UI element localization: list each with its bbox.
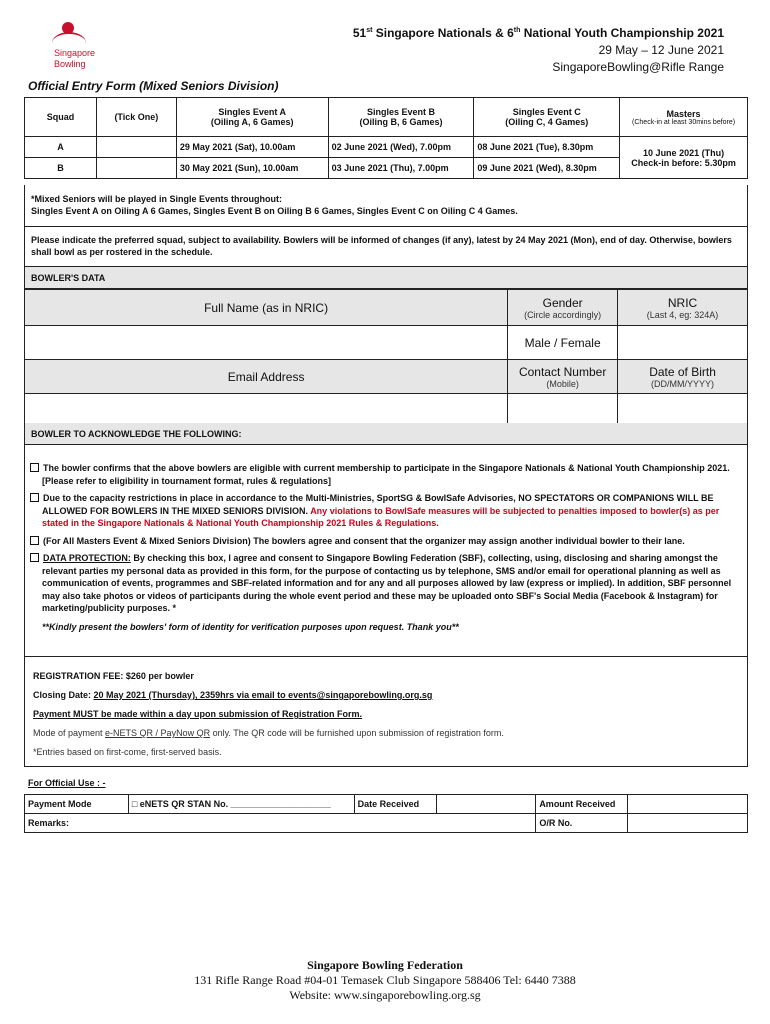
tick-header: (Tick One) [96,98,176,137]
bowler-data-table [24,289,748,424]
list-item: The bowler confirms that the above bowlers are eligible with current membership to participate in the Singapore Nationals & National Youth Championship 2021. [Please refer to eligibility in tournament format, rules & regulations] [30,462,744,487]
registration-section [24,657,748,767]
schedule-table [24,97,748,179]
event-c-header: Singles Event C (Oiling C, 4 Games) [474,98,620,137]
event-a-squad-b: 30 May 2021 (Sun), 10.00am [176,158,328,179]
tick-cell-a[interactable] [96,137,176,158]
dob-field[interactable] [618,394,748,424]
event-title: 51st Singapore Nationals & 6th National Youth Championship 2021 [352,26,724,40]
logo-text: Singapore Bowling [54,48,96,69]
list-item: (For All Masters Event & Mixed Seniors Division) The bowlers agree and consent that the organizer may assign another individual bowler to their lane. [30,535,744,548]
or-no-label: O/R No. [536,814,628,833]
contact-header: Contact Number (Mobile) [508,360,618,394]
event-venue: SingaporeBowling@Rifle Range [552,60,724,74]
amount-received-label: Amount Received [536,795,628,814]
registration-fee: REGISTRATION FEE: $260 per bowler [33,671,194,681]
list-item: DATA PROTECTION: By checking this box, I agree and consent to Singapore Bowling Federation (SBF), collecting, using, disclosing and sharing amongst the relevant parties my personal data as provided in this form, for the purpose of contacting us by telephone, SMS and/or email for operational planning as well as communication of events, programmes and SBF-related information and for any and all purposes allowed by law (express or implied). In addition, SBF personnel may also take photos or videos of participants during the whole event period and these may be uploaded onto SBF's Social Media (Facebook & Instagram) for marketing/publicity purposes. * [30,552,744,615]
squad-a: A [25,137,97,158]
payment-mode-note: Mode of payment e-NETS QR / PayNow QR only. The QR code will be furnished upon submission of registration form. [33,728,504,738]
event-b-squad-b: 03 June 2021 (Thu), 7.00pm [328,158,474,179]
masters-header: Masters (Check-in at least 30mins before) [620,98,748,137]
event-header [353,26,724,74]
mixed-seniors-note: *Mixed Seniors will be played in Single Events throughout: Singles Event A on Oiling A 6 Games, Singles Event B on Oiling B 6 Games, Singles Event C on Oiling C 4 Games. [24,185,748,227]
footer [0,958,770,1003]
gender-field[interactable]: Male / Female [508,326,618,360]
identity-note: **Kindly present the bowlers' form of identity for verification purposes upon request. Thank you** [42,621,459,632]
full-name-header: Full Name (as in NRIC) [25,290,508,326]
footer-org: Singapore Bowling Federation [307,958,463,972]
date-received-field[interactable] [436,795,536,814]
contact-field[interactable] [508,394,618,424]
tick-cell-b[interactable] [96,158,176,179]
remarks-field[interactable]: Remarks: [25,814,536,833]
full-name-field[interactable] [25,326,508,360]
event-a-header: Singles Event A (Oiling A, 6 Games) [176,98,328,137]
dob-header: Date of Birth (DD/MM/YYYY) [618,360,748,394]
footer-address: 131 Rifle Range Road #04-01 Temasek Club Singapore 588406 Tel: 6440 7388 [194,973,576,987]
sbf-logo [38,22,108,74]
squad-b: B [25,158,97,179]
checkbox-icon[interactable] [30,463,39,472]
event-c-squad-b: 09 June 2021 (Wed), 8.30pm [474,158,620,179]
official-use-table [24,794,748,833]
list-item: Due to the capacity restrictions in place in accordance to the Multi-Ministries, SportSG & BowlSafe Advisories, NO SPECTATORS OR COMPANIONS WILL BE ALLOWED FOR BOWLERS IN THE MIXED SENIORS DIVISION. Any violations to BowlSafe measures will be subjected to penalties imposed to bowler(s) as per stated in the Singapore Nationals & National Youth Championship 2021 Rules & Regulations. [30,492,744,530]
nric-header: NRIC (Last 4, eg: 324A) [618,290,748,326]
checkbox-icon[interactable] [30,553,39,562]
gender-header: Gender (Circle accordingly) [508,290,618,326]
event-b-squad-a: 02 June 2021 (Wed), 7.00pm [328,137,474,158]
email-header: Email Address [25,360,508,394]
entries-note: *Entries based on first-come, first-served basis. [33,747,222,757]
payment-note: Payment MUST be made within a day upon submission of Registration Form. [33,709,363,719]
event-b-header: Singles Event B (Oiling B, 6 Games) [328,98,474,137]
table-row [25,137,748,158]
payment-mode-label: Payment Mode [25,795,129,814]
or-no-field[interactable] [628,814,748,833]
form-title: Official Entry Form (Mixed Seniors Division) [28,79,279,93]
event-a-squad-a: 29 May 2021 (Sat), 10.00am [176,137,328,158]
nric-field[interactable] [618,326,748,360]
date-received-label: Date Received [354,795,436,814]
acknowledge-section: BOWLER TO ACKNOWLEDGE THE FOLLOWING: [24,423,748,445]
enets-stan-field[interactable]: □ eNETS QR STAN No. ____________________ [128,795,354,814]
checkbox-icon[interactable] [30,536,39,545]
footer-website: Website: www.singaporebowling.org.sg [289,988,481,1002]
amount-received-field[interactable] [628,795,748,814]
squad-header: Squad [25,98,97,137]
official-use-title: For Official Use : - [28,778,106,788]
event-dates: 29 May – 12 June 2021 [598,43,724,57]
bowler-data-section: BOWLER'S DATA [24,267,748,289]
checkbox-icon[interactable] [30,493,39,502]
event-c-squad-a: 08 June 2021 (Tue), 8.30pm [474,137,620,158]
email-field[interactable] [25,394,508,424]
acknowledge-list [30,462,744,633]
squad-preference-note: Please indicate the preferred squad, subject to availability. Bowlers will be informed of changes (if any), latest by 24 May 2021 (Mon), end of day. Otherwise, bowlers shall bowl as per rostered in the schedule. [24,227,748,267]
closing-date: Closing Date: 20 May 2021 (Thursday), 2359hrs via email to events@singaporebowling.org.sg [33,690,433,700]
masters-schedule: 10 June 2021 (Thu) Check-in before: 5.30pm [620,137,748,179]
